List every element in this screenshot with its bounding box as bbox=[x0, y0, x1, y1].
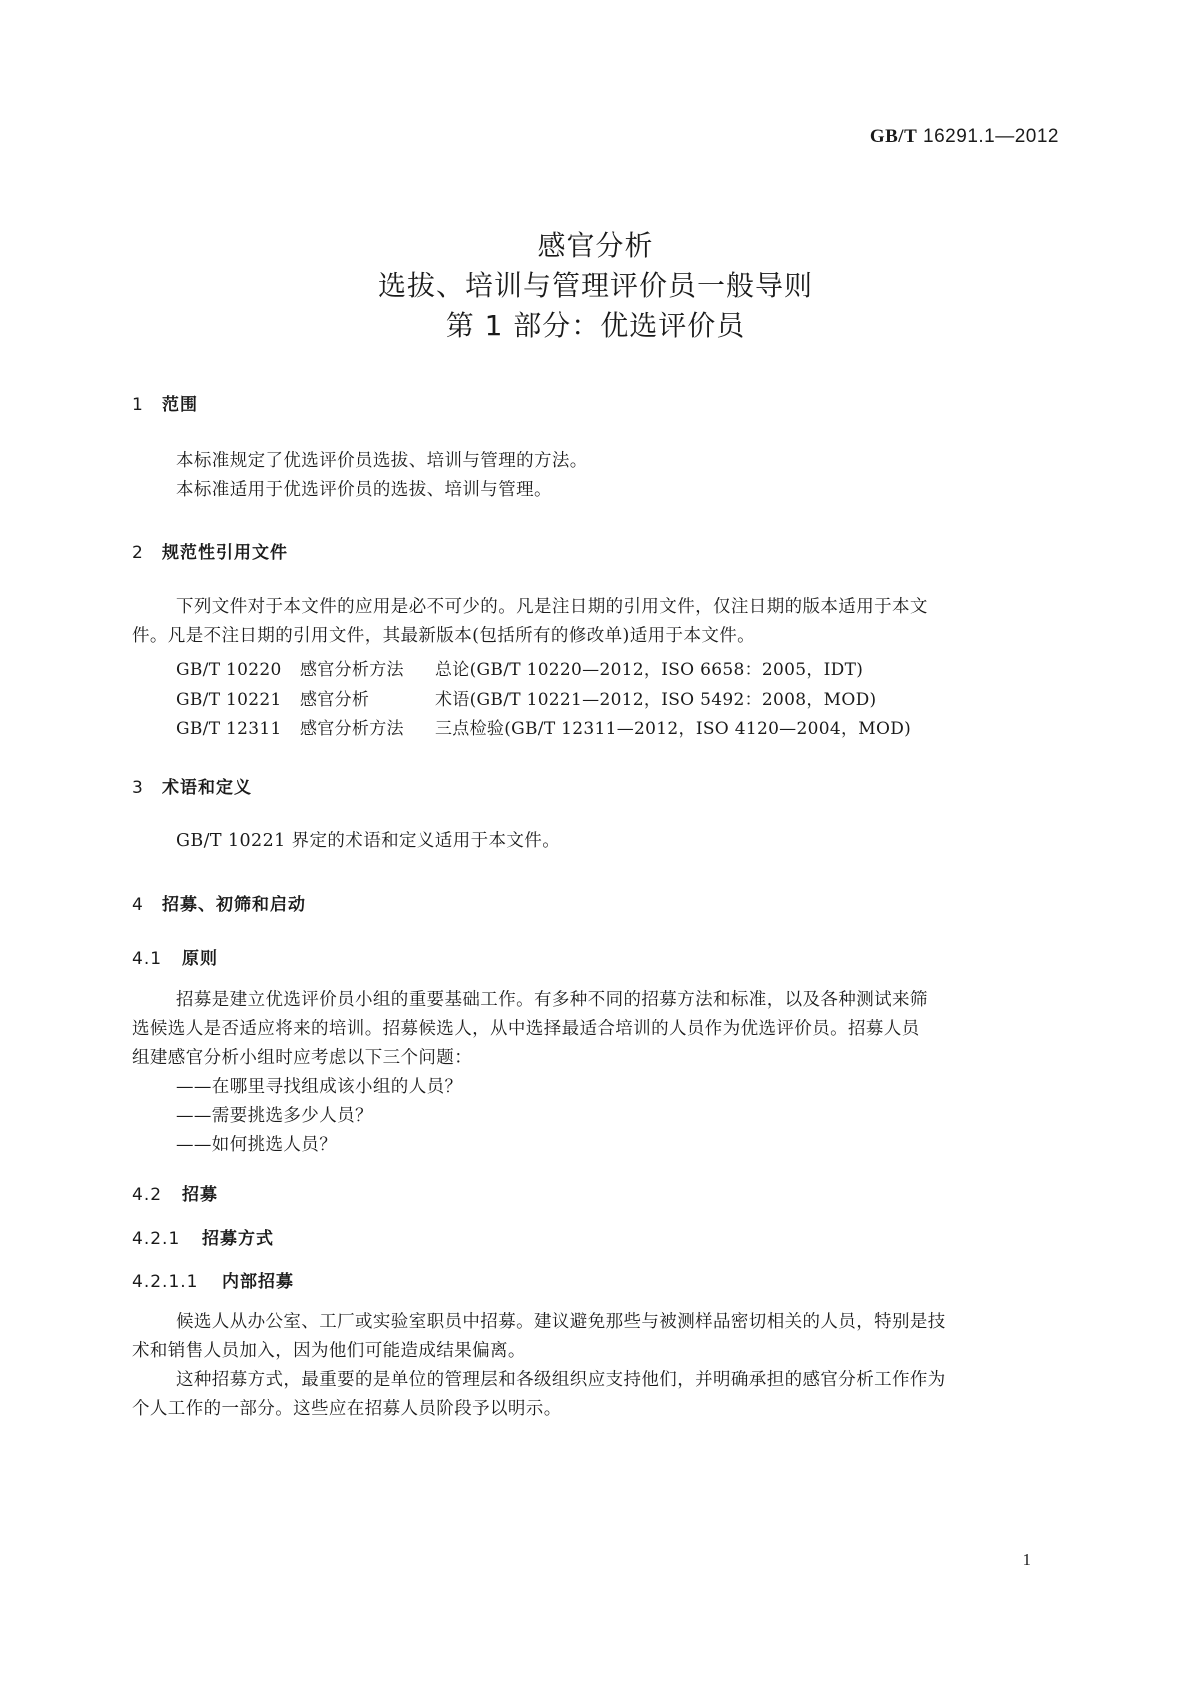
section-number: 2 bbox=[132, 543, 144, 563]
normative-reference bbox=[176, 655, 863, 680]
reference-code: GB/T 10220 bbox=[176, 660, 282, 680]
title-line-2: 选拔、培训与管理评价员一般导则 bbox=[377, 269, 813, 302]
section-number: 1 bbox=[132, 395, 144, 415]
section-2-heading bbox=[132, 538, 288, 563]
section-title: 范围 bbox=[162, 395, 198, 415]
reference-title: 感官分析方法 bbox=[300, 719, 404, 739]
reference-code: GB/T 12311 bbox=[176, 719, 282, 739]
standard-code: 16291.1—2012 bbox=[923, 126, 1059, 147]
section-3-paragraph: GB/T 10221 界定的术语和定义适用于本文件。 bbox=[176, 831, 561, 851]
section-number: 4.2.1.1 bbox=[132, 1272, 199, 1292]
section-number: 4 bbox=[132, 895, 144, 915]
section-title: 招募方式 bbox=[202, 1229, 274, 1249]
section-4-heading bbox=[132, 890, 306, 915]
section-title: 招募、初筛和启动 bbox=[162, 895, 306, 915]
section-title: 招募 bbox=[182, 1185, 218, 1205]
section-2-paragraph-line-2: 件。凡是不注日期的引用文件，其最新版本(包括所有的修改单)适用于本文件。 bbox=[132, 626, 756, 646]
reference-detail: 总论(GB/T 10220—2012，ISO 6658：2005，IDT) bbox=[435, 660, 864, 680]
section-4-2-1-1-paragraph-2-line-2: 个人工作的一部分。这些应在招募人员阶段予以明示。 bbox=[132, 1399, 562, 1419]
title-line-3: 第 1 部分：优选评价员 bbox=[445, 309, 746, 342]
list-item: ——如何挑选人员？ bbox=[176, 1135, 338, 1155]
section-number: 3 bbox=[132, 778, 144, 798]
document-title bbox=[0, 226, 1191, 346]
page-number: 1 bbox=[1022, 1550, 1031, 1569]
section-4-2-1-1-heading bbox=[132, 1267, 294, 1292]
title-line-1: 感官分析 bbox=[537, 229, 654, 262]
section-4-1-paragraph-line-1: 招募是建立优选评价员小组的重要基础工作。有多种不同的招募方法和标准，以及各种测试来筛 bbox=[176, 990, 928, 1010]
section-2-paragraph-line-1: 下列文件对于本文件的应用是必不可少的。凡是注日期的引用文件，仅注日期的版本适用于本文 bbox=[176, 597, 928, 617]
section-3-heading bbox=[132, 773, 252, 798]
section-number: 4.2.1 bbox=[132, 1229, 181, 1249]
normative-reference bbox=[176, 685, 876, 710]
standard-number bbox=[870, 126, 1059, 148]
section-4-1-heading bbox=[132, 944, 218, 969]
section-1-heading bbox=[132, 390, 198, 415]
section-1-paragraph-1: 本标准规定了优选评价员选拔、培训与管理的方法。 bbox=[176, 451, 588, 471]
reference-detail: 术语(GB/T 10221—2012，ISO 5492：2008，MOD) bbox=[435, 690, 877, 710]
section-4-1-paragraph-line-3: 组建感官分析小组时应考虑以下三个问题： bbox=[132, 1048, 473, 1068]
list-item: ——在哪里寻找组成该小组的人员？ bbox=[176, 1077, 463, 1097]
section-title: 内部招募 bbox=[222, 1272, 294, 1292]
section-number: 4.2 bbox=[132, 1185, 163, 1205]
section-4-2-heading bbox=[132, 1180, 218, 1205]
section-title: 术语和定义 bbox=[162, 778, 252, 798]
section-4-2-1-1-paragraph-2-line-1: 这种招募方式，最重要的是单位的管理层和各级组织应支持他们，并明确承担的感官分析工作作为 bbox=[176, 1370, 946, 1390]
reference-title: 感官分析 bbox=[300, 690, 370, 710]
reference-code: GB/T 10221 bbox=[176, 690, 282, 710]
section-title: 规范性引用文件 bbox=[162, 543, 288, 563]
reference-detail: 三点检验(GB/T 12311—2012，ISO 4120—2004，MOD) bbox=[435, 719, 912, 739]
reference-title: 感官分析方法 bbox=[300, 660, 404, 680]
section-1-paragraph-2: 本标准适用于优选评价员的选拔、培训与管理。 bbox=[176, 480, 552, 500]
section-4-2-1-heading bbox=[132, 1224, 274, 1249]
list-item: ——需要挑选多少人员？ bbox=[176, 1106, 373, 1126]
standard-prefix: GB/T bbox=[869, 126, 918, 147]
section-number: 4.1 bbox=[132, 949, 163, 969]
section-4-2-1-1-paragraph-1-line-2: 术和销售人员加入，因为他们可能造成结果偏离。 bbox=[132, 1341, 526, 1361]
section-4-1-paragraph-line-2: 选候选人是否适应将来的培训。招募候选人，从中选择最适合培训的人员作为优选评价员。招募人员 bbox=[132, 1019, 920, 1039]
section-4-2-1-1-paragraph-1-line-1: 候选人从办公室、工厂或实验室职员中招募。建议避免那些与被测样品密切相关的人员，特别是技 bbox=[176, 1312, 946, 1332]
section-title: 原则 bbox=[182, 949, 218, 969]
normative-reference bbox=[176, 714, 911, 739]
